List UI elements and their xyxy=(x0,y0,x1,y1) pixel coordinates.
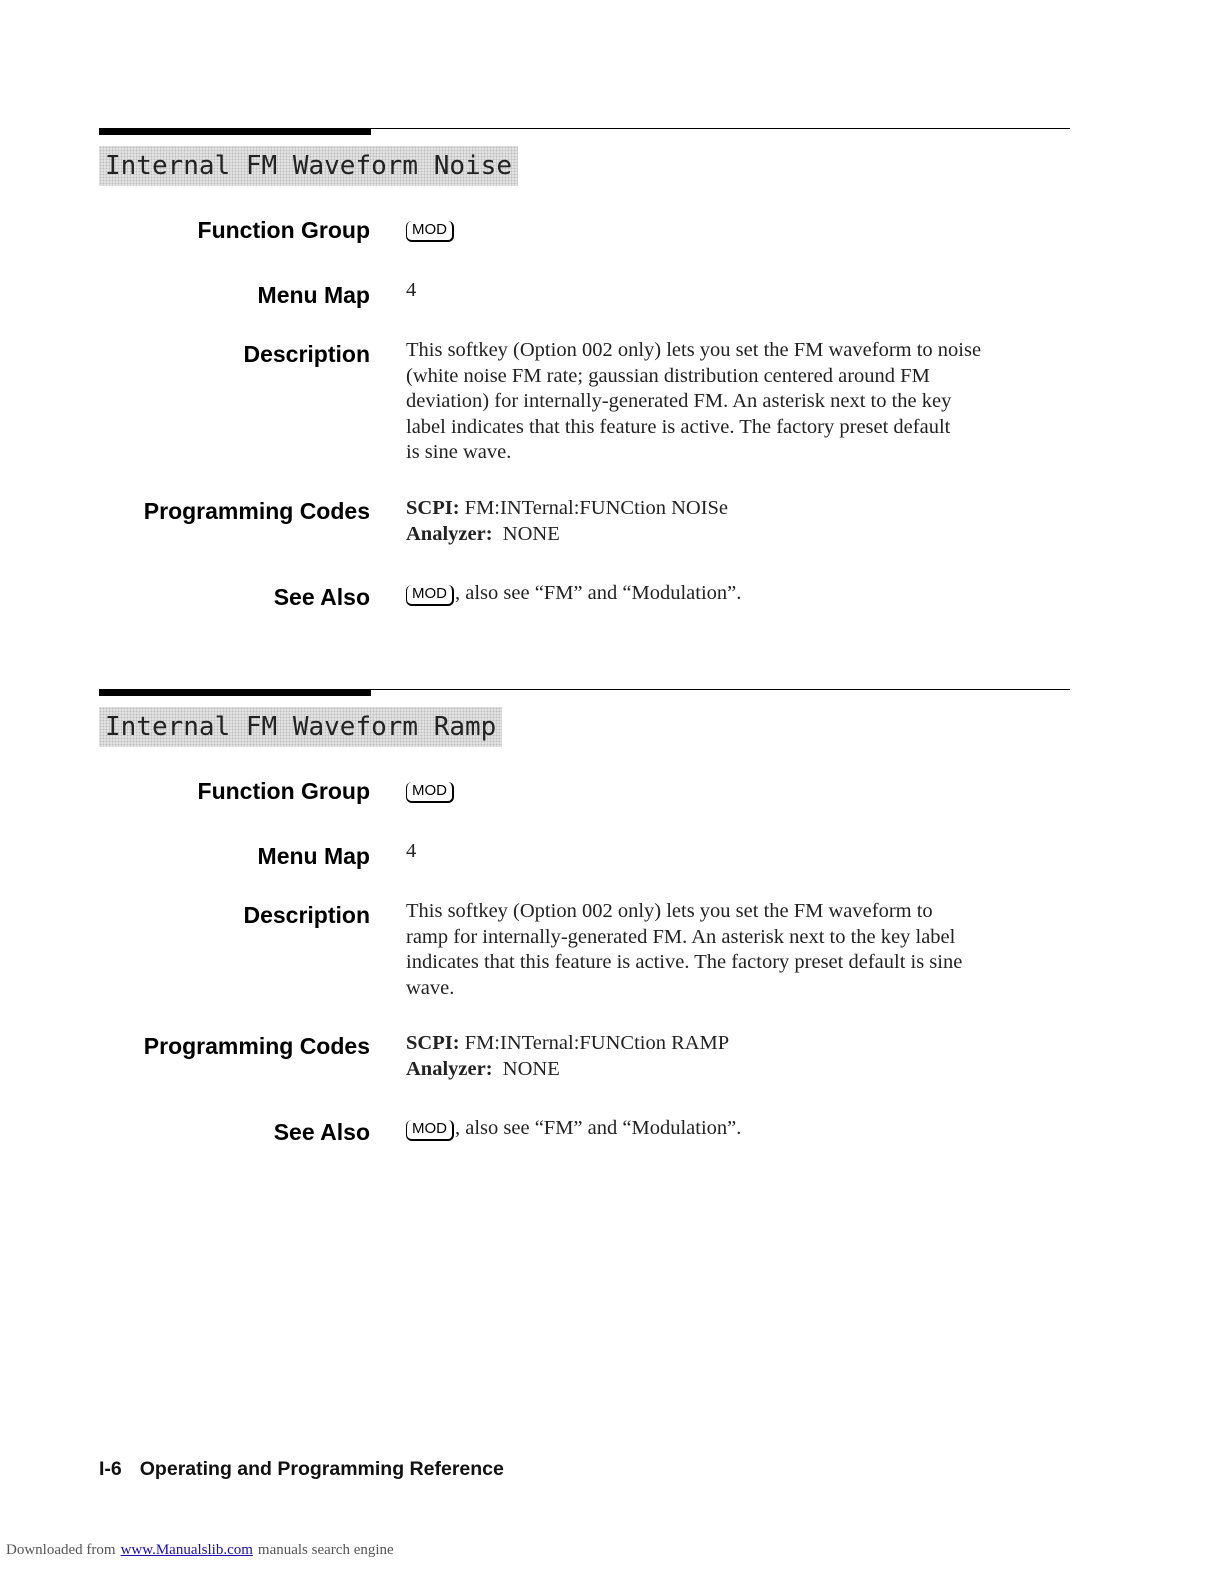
download-note: Downloaded from www.Manualslib.com manuals search engine xyxy=(6,1542,394,1558)
page-footer xyxy=(99,1458,504,1481)
analyzer-value: NONE xyxy=(502,522,560,545)
manualslib-link[interactable]: www.Manualslib.com xyxy=(120,1542,253,1558)
section-title: Internal FM Waveform Noise xyxy=(99,146,518,186)
menu-map-value: 4 xyxy=(406,840,417,862)
menu-map-value: 4 xyxy=(406,279,417,301)
analyzer-label: Analyzer: xyxy=(406,1057,493,1080)
programming-codes-label: Programming Codes xyxy=(143,498,370,524)
analyzer-value: NONE xyxy=(502,1057,560,1080)
see-also-text: MOD , also see “FM” and “Modulation”. xyxy=(406,581,1071,607)
section-title: Internal FM Waveform Ramp xyxy=(99,707,502,747)
mod-key[interactable]: MOD xyxy=(406,1120,454,1141)
see-also-text: MOD , also see “FM” and “Modulation”. xyxy=(406,1116,1071,1142)
scpi-command: FM:INTernal:FUNCtion NOISe xyxy=(464,497,729,519)
function-group-label: Function Group xyxy=(197,217,370,243)
mod-key[interactable]: MOD xyxy=(406,585,454,606)
page-number: I-6 xyxy=(99,1458,122,1480)
description-label: Description xyxy=(243,341,370,367)
scpi-label: SCPI: xyxy=(406,1032,460,1054)
programming-codes-label: Programming Codes xyxy=(143,1033,370,1059)
function-group-label: Function Group xyxy=(197,778,370,804)
menu-map-label: Menu Map xyxy=(257,282,370,308)
section-rule xyxy=(99,689,1070,696)
mod-key[interactable]: MOD xyxy=(406,782,454,803)
analyzer-label: Analyzer: xyxy=(406,522,493,545)
see-also-label: See Also xyxy=(273,584,370,610)
entry-section-ramp xyxy=(99,689,1070,1145)
see-also-label: See Also xyxy=(273,1119,370,1145)
menu-map-label: Menu Map xyxy=(257,843,370,869)
description-text: This softkey (Option 002 only) lets you set the FM waveform to noise (white noise FM rate; gaussian distribution centered around FM deviation) for internally-generated FM. An asterisk next to the key label indicates that this feature is active. The factory preset default is sine wave. xyxy=(406,339,982,463)
description-label: Description xyxy=(243,902,370,928)
scpi-command: FM:INTernal:FUNCtion RAMP xyxy=(464,1032,730,1054)
footer-title: Operating and Programming Reference xyxy=(139,1458,504,1480)
programming-codes xyxy=(406,496,1071,547)
section-rule xyxy=(99,128,1070,135)
programming-codes xyxy=(406,1031,1071,1082)
description-text: This softkey (Option 002 only) lets you set the FM waveform to ramp for internally-generated FM. An asterisk next to the key label indicates that this feature is active. The factory preset default is sine wave. xyxy=(406,900,963,999)
mod-key[interactable]: MOD xyxy=(406,221,454,242)
entry-section-noise xyxy=(99,128,1070,610)
scpi-label: SCPI: xyxy=(406,497,460,519)
